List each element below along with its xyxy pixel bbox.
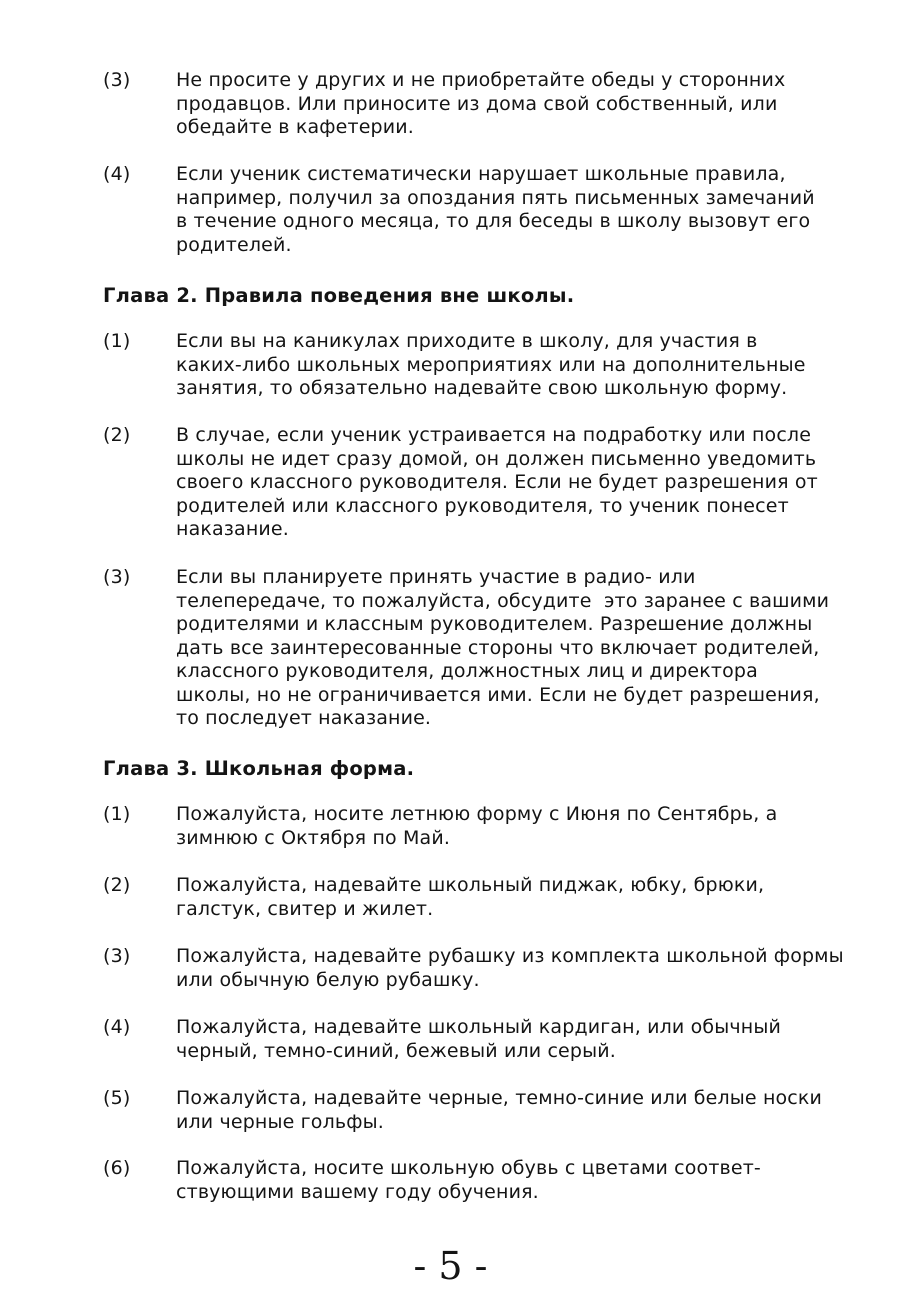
rule-text [176, 330, 876, 401]
rule-text-line: обедайте в кафетерии. [176, 116, 414, 138]
rule-text-line: ствующими вашему году обучения. [176, 1180, 539, 1203]
rule-text-line: занятия, то обязательно надевайте свою школьную форму. [176, 377, 788, 399]
rule-number: (3) [103, 69, 131, 91]
rule-text-line: классного руководителя, должностных лиц и директора [176, 660, 758, 682]
rule-text [176, 566, 876, 731]
rule-text-line: то последует наказание. [176, 707, 432, 729]
rule-text-line: Если вы планируете принять участие в радио- или [176, 566, 696, 588]
rule-number: (2) [103, 874, 131, 896]
rule-text-line: или обычную белую рубашку. [176, 968, 480, 991]
rule-text-line: Если вы на каникулах приходите в школу, для участия в [176, 330, 758, 352]
rule-number: (1) [103, 803, 131, 825]
rule-text [176, 69, 876, 140]
rule-text-line: телепередаче, то пожалуйста, обсудите это заранее с вашими [176, 589, 830, 612]
rule-text-line: дать все заинтересованные стороны что включает родителей, [176, 636, 820, 659]
chapter-2-heading: Глава 2. Правила поведения вне школы. [103, 284, 575, 307]
rule-text-line: галстук, свитер и жилет. [176, 897, 434, 920]
rule-text-line: Пожалуйста, надевайте школьный кардиган, или обычный [176, 1016, 781, 1038]
rule-number: (4) [103, 163, 131, 185]
rule-text-line: например, получил за опоздания пять письменных замечаний [176, 186, 815, 209]
rule-number: (3) [103, 945, 131, 967]
rule-text [176, 945, 876, 992]
rule-text-line: Пожалуйста, носите летнюю форму с Июня по Сентябрь, а [176, 803, 778, 825]
rule-text-line: школы не идет сразу домой, он должен письменно уведомить [176, 447, 817, 470]
rule-number: (5) [103, 1087, 131, 1109]
rule-text-line: наказание. [176, 518, 289, 540]
rule-text [176, 1016, 876, 1063]
rule-number: (1) [103, 330, 131, 352]
rule-text [176, 163, 876, 257]
rule-number: (3) [103, 566, 131, 588]
rule-text-line: Пожалуйста, носите школьную обувь с цветами соответ- [176, 1157, 761, 1179]
rule-text-line: черный, темно-синий, бежевый или серый. [176, 1039, 616, 1062]
rule-text [176, 1157, 876, 1204]
rule-text-line: зимнюю с Октября по Май. [176, 826, 451, 849]
rule-text-line: каких-либо школьных мероприятиях или на дополнительные [176, 353, 806, 376]
page-number: - 5 - [413, 1244, 488, 1288]
rule-text [176, 1087, 876, 1134]
rule-text [176, 874, 876, 921]
rule-text-line: продавцов. Или приносите из дома свой собственный, или [176, 92, 778, 115]
rule-text-line: в течение одного месяца, то для беседы в школу вызовут его [176, 210, 811, 232]
rule-text-line: школы, но не ограничивается ими. Если не будет разрешения, [176, 683, 820, 706]
rule-text-line: В случае, если ученик устраивается на подработку или после [176, 424, 812, 446]
rule-number: (6) [103, 1157, 131, 1179]
rule-text-line: или черные гольфы. [176, 1110, 384, 1133]
rule-number: (2) [103, 424, 131, 446]
rule-number: (4) [103, 1016, 131, 1038]
rule-text-line: Пожалуйста, надевайте рубашку из комплекта школьной формы [176, 945, 844, 967]
chapter-3-heading: Глава 3. Школьная форма. [103, 757, 415, 780]
rule-text [176, 424, 876, 542]
rule-text-line: родителей или классного руководителя, то ученик понесет [176, 494, 789, 517]
rule-text [176, 803, 876, 850]
rule-text-line: родителями и классным руководителем. Разрешение должны [176, 613, 813, 635]
rule-text-line: Не просите у других и не приобретайте обеды у сторонних [176, 69, 786, 91]
rule-text-line: Пожалуйста, надевайте черные, темно-синие или белые носки [176, 1087, 823, 1109]
rule-text-line: своего классного руководителя. Если не будет разрешения от [176, 471, 818, 493]
rule-text-line: Пожалуйста, надевайте школьный пиджак, юбку, брюки, [176, 874, 765, 896]
rule-text-line: Если ученик систематически нарушает школьные правила, [176, 163, 786, 185]
rule-text-line: родителей. [176, 233, 292, 256]
